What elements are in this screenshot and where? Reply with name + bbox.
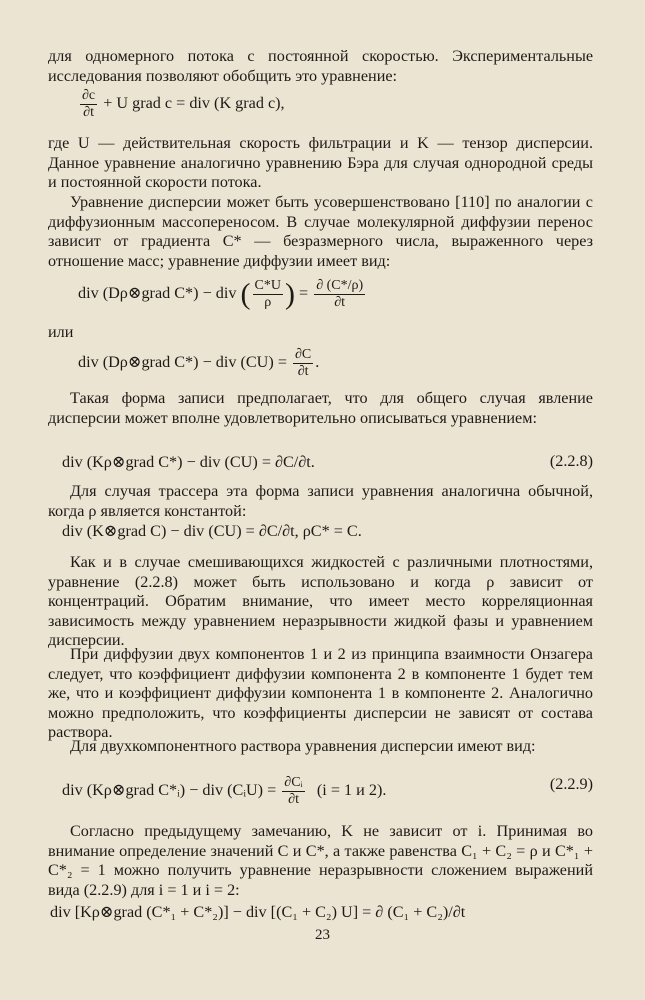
fraction-cu-rho: $\frac{C*U}{\rho}$ xyxy=(254,278,281,310)
fraction-dc-rho-dt: $\frac{\partial (C*/\rho)}{\partial t}$ xyxy=(316,278,364,310)
paragraph-tracer: Для случая трассера эта форма записи уравнения аналогична обычной, когда ρ является константой: xyxy=(48,482,593,520)
paragraph-dispersion-improvement: Уравнение дисперсии может быть усовершенствовано [110] по аналогии с диффузионным массопереносом. В случае молекулярной диффузии перенос зависит от градиента C* — безразмерного числа, выраженного через отношение масс; уравнение диффузии имеет вид: xyxy=(48,193,593,270)
paragraph-two-component: Для двухкомпонентного раствора уравнения дисперсии имеют вид: xyxy=(70,737,536,755)
paragraph-onsager: При диффузии двух компонентов 1 и 2 из принципа взаимности Онзагера следует, что коэффициент диффузии компонента 2 в компоненте 1 будет тем же, что и коэффициент диффузии компонента 1 в компоненте 2. Аналогично можно предположить, что коэффициенты дисперсии не зависят от состава раствора. xyxy=(48,645,593,742)
paragraph-general-case: Такая форма записи предполагает, что для общего случая явление дисперсии может вполне удовлетворительно описываться уравнением: xyxy=(48,389,593,427)
paragraph-continuity: Согласно предыдущему замечанию, K не зависит от i. Принимая во внимание определение значений C и C*, а также равенства C₁ + C₂ = ρ и C*₁ + C*₂ = 1 можно получить уравнение неразрывности сложением выражений вида (2.2.9) для i = 1 и i = 2: xyxy=(48,822,593,899)
word-or: или xyxy=(48,323,74,341)
page-number: 23 xyxy=(315,927,330,943)
fraction-dc-dt: $\frac{\partial c}{\partial t}$ xyxy=(82,88,96,120)
equation-advection: $\frac{\partial c}{\partial t}$ + U grad c = div (K grad c), xyxy=(82,88,285,120)
paragraph-miscible-fluids: Как и в случае смешивающихся жидкостей с различными плотностями, уравнение (2.2.8) может быть использовано и когда ρ зависит от концентраций. Обратим внимание, что имеет место корреляционная зависимость между уравнением неразрывности жидкой фазы и уравнением дисперсии. xyxy=(48,553,593,650)
equation-diffusion-molecular: div (Dρ⊗grad C*) − div ( $\frac{C*U}{\rho}$ ) = $\frac{\partial (C*/\rho)}{\partial t}$ xyxy=(78,277,364,311)
equation-2-2-8: div (Kρ⊗grad C*) − div (CU) = ∂C/∂t. xyxy=(62,453,315,471)
fraction-dCi-dt: $\frac{\text{∂Cᵢ}}{\partial t}$ xyxy=(284,775,303,807)
equation-number-2-2-9: (2.2.9) xyxy=(549,775,593,793)
equation-continuity-sum: div [Kρ⊗grad (C*₁ + C*₂)] − div [(C₁ + C₂) U] = ∂ (C₁ + C₂)/∂t xyxy=(50,903,466,921)
paragraph-velocity-definition: где U — действительная скорость фильтрации и K — тензор дисперсии. Данное уравнение аналогично уравнению Бэра для случая однородной среды и постоянной скорости потока. xyxy=(48,134,593,192)
equation-number-2-2-8: (2.2.8) xyxy=(549,452,593,470)
paragraph-intro: для одномерного потока с постоянной скоростью. Экспериментальные исследования позволяют обобщить это уравнение: xyxy=(48,47,593,85)
equation-diffusion-alt: div (Dρ⊗grad C*) − div (CU) = $\frac{\partial C}{\partial t}$ . xyxy=(78,347,320,379)
equation-tracer: div (K⊗grad C) − div (CU) = ∂C/∂t, ρC* = C. xyxy=(62,522,362,540)
equation-2-2-9: div (Kρ⊗grad C*ᵢ) − div (CᵢU) = $\frac{\text{∂Cᵢ}}{\partial t}$ (i = 1 и 2). xyxy=(62,775,387,807)
fraction-dC-dt: $\frac{\partial C}{\partial t}$ xyxy=(295,347,312,379)
